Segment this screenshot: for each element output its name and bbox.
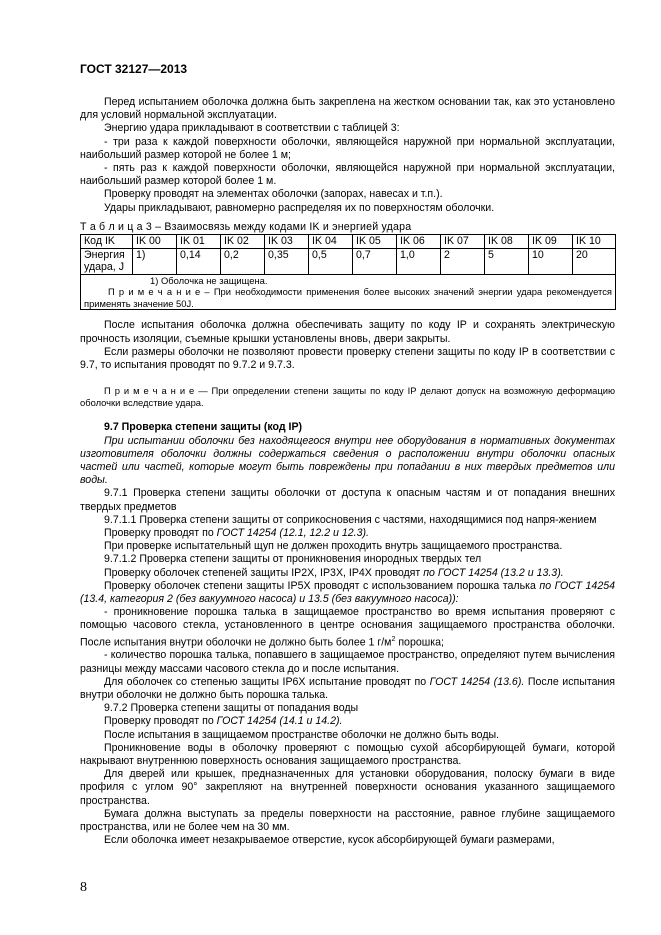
section-title: 9.7 Проверка степени защиты (код IP)	[104, 421, 303, 434]
paragraph: Проверку проводят на элементах оболочки (запорах, навесах и т.п.).	[104, 188, 443, 201]
paragraph: Если оболочка имеет незакрываемое отверстие, кусок абсорбирующей бумаги размерами,	[104, 834, 555, 847]
table-header-cell: IK 01	[177, 235, 221, 249]
paragraph: Перед испытанием оболочка должна быть закреплена на жестком основании так, как это установлено для условий нормальной эксплуатации.	[80, 96, 615, 122]
section-intro: При испытании оболочки без находящегося внутри нее оборудования в нормативных документах изготовителя оболочки должны содержаться сведения о расположении внутри оболочки опасных частей или частей, которые могут быть повреждены при попадании в них твердых предметов или воды.	[80, 434, 615, 487]
table-header-cell: IK 05	[353, 235, 397, 249]
document-header: ГОСТ 32127—2013	[80, 62, 188, 76]
paragraph: Для оболочек со степенью защиты IP6X испытание проводят по ГОСТ 14254 (13.6). После испытания внутри оболочки не должно быть порошка талька.	[80, 675, 615, 701]
paragraph: Для дверей или крышек, предназначенных для установки оборудования, полоску бумаги в виде профиля с углом 90° закрепляют на внутренней поверхности основания указанного защищаемого пространства.	[80, 768, 615, 807]
paragraph: Проверку проводят по ГОСТ 14254 (12.1, 12.2 и 12.3).	[104, 526, 369, 539]
table-header-cell: IK 09	[529, 235, 573, 249]
table-header-cell: IK 10	[573, 235, 616, 249]
table-header-cell: IK 06	[397, 235, 441, 249]
table-caption	[80, 221, 615, 234]
table-cell: 20	[573, 248, 616, 274]
list-item: - количество порошка талька, попавшего в защищаемое пространство, определяют путем вычисления разницы между массами часового стекла до и после испытания.	[80, 649, 615, 675]
table-header-cell: IK 07	[441, 235, 485, 249]
paragraph: Проверку проводят по ГОСТ 14254 (14.1 и 14.2).	[104, 715, 343, 728]
paragraph: Удары прикладывают, равномерно распределяя их по поверхностям оболочки.	[104, 201, 495, 214]
paragraph: Проверку оболочек степеней защиты IP2X, IP3X, IP4X проводят по ГОСТ 14254 (13.2 и 13.3).	[104, 566, 564, 579]
table-cell: 0,5	[309, 248, 353, 274]
table-header-cell: IK 03	[265, 235, 309, 249]
page-number: 8	[80, 880, 87, 895]
table-footnote-row	[81, 274, 616, 310]
table-cell: 2	[441, 248, 485, 274]
paragraph: Бумага должна выступать за пределы поверхности на расстояние, равное глубине защищаемого пространства, или не более чем на 30 мм.	[80, 807, 615, 833]
note: П р и м е ч а н и е — При определении степени защиты по коду IP делают допуск на возможную деформацию оболочки вследствие удара.	[80, 385, 615, 408]
table-header-cell: IK 08	[485, 235, 529, 249]
list-item: - проникновение порошка талька в защищаемое пространство во время испытания проверяют с помощью часового стекла, установленного в центре основания защищаемого пространства оболочки. После испытания внутри оболочки не должно быть более 1 $г/м^2$ порошка;	[80, 606, 615, 649]
ik-energy-table	[80, 234, 616, 310]
table-header-cell: IK 02	[221, 235, 265, 249]
paragraph: 9.7.1.2 Проверка степени защиты от проникновения инородных твердых тел	[104, 553, 482, 566]
table-cell: 1,0	[397, 248, 441, 274]
table-cell: 0,14	[177, 248, 221, 274]
table-cell: 0,7	[353, 248, 397, 274]
table-caption-text: 3 – Взаимосвязь между кодами IK и энергией удара	[145, 220, 412, 233]
paragraph: Проверку оболочек степени защиты IP5X проводят с использованием порошка талька по ГОСТ 14254 (13.4, категория 2 (без вакуумного насоса) и 13.5 (без вакуумного насоса)):	[80, 579, 615, 605]
table-cell: 5	[485, 248, 529, 274]
table-cell: 0,2	[221, 248, 265, 274]
table-header-cell: IK 04	[309, 235, 353, 249]
paragraph: Если размеры оболочки не позволяют провести проверку степени защиты по коду IP в соответствии с 9.7, то испытания проводят по 9.7.2 и 9.7.3.	[80, 345, 615, 371]
table-cell: 10	[529, 248, 573, 274]
paragraph: Энергию удара прикладывают в соответствии с таблицей 3:	[104, 122, 400, 135]
table-cell: 1)	[133, 248, 177, 274]
list-item: - пять раз к каждой поверхности оболочки, являющейся наружной при нормальной эксплуатации, наибольший размер которой более 1 м.	[80, 162, 615, 188]
table-header-cell: IK 00	[133, 235, 177, 249]
paragraph: 9.7.1.1 Проверка степени защиты от соприкосновения с частями, находящимися под напря-жением	[104, 513, 597, 526]
paragraph: 9.7.1 Проверка степени защиты оболочки от доступа к опасным частям и от попадания внешних твердых предметов	[80, 487, 615, 513]
table-footnote: 1) Оболочка не защищена.	[150, 274, 268, 286]
table-caption-prefix: Т а б л и ц а	[80, 220, 143, 233]
table-header-cell: Код IK	[81, 235, 133, 249]
table-footnote-cell	[81, 274, 616, 310]
table-row-label: Энергия удара, J	[81, 248, 133, 274]
table-row	[81, 248, 616, 274]
paragraph: 9.7.2 Проверка степени защиты от попадания воды	[104, 702, 359, 715]
document-body	[80, 96, 615, 847]
paragraph: После испытания оболочка должна обеспечивать защиту по коду IP и сохранять электрическую прочность изоляции, съемные крышки установлены вновь, двери закрыты.	[80, 319, 615, 345]
paragraph: Проникновение воды в оболочку проверяют с помощью сухой абсорбирующей бумаги, которой накрывают внутреннюю поверхность основания защищаемого пространства.	[80, 741, 615, 767]
table-note: П р и м е ч а н и е – При необходимости применения более высоких значений энергии удара рекомендуется применять значение 50J.	[84, 286, 612, 309]
paragraph: После испытания в защищаемом пространстве оболочки не должно быть воды.	[104, 728, 500, 741]
paragraph: При проверке испытательный щуп не должен проходить внутрь защищаемого пространства.	[104, 540, 563, 553]
table-cell: 0,35	[265, 248, 309, 274]
table-header-row	[81, 235, 616, 249]
list-item: - три раза к каждой поверхности оболочки, являющейся наружной при нормальной эксплуатации, наибольший размер которой не более 1 м;	[80, 135, 615, 161]
